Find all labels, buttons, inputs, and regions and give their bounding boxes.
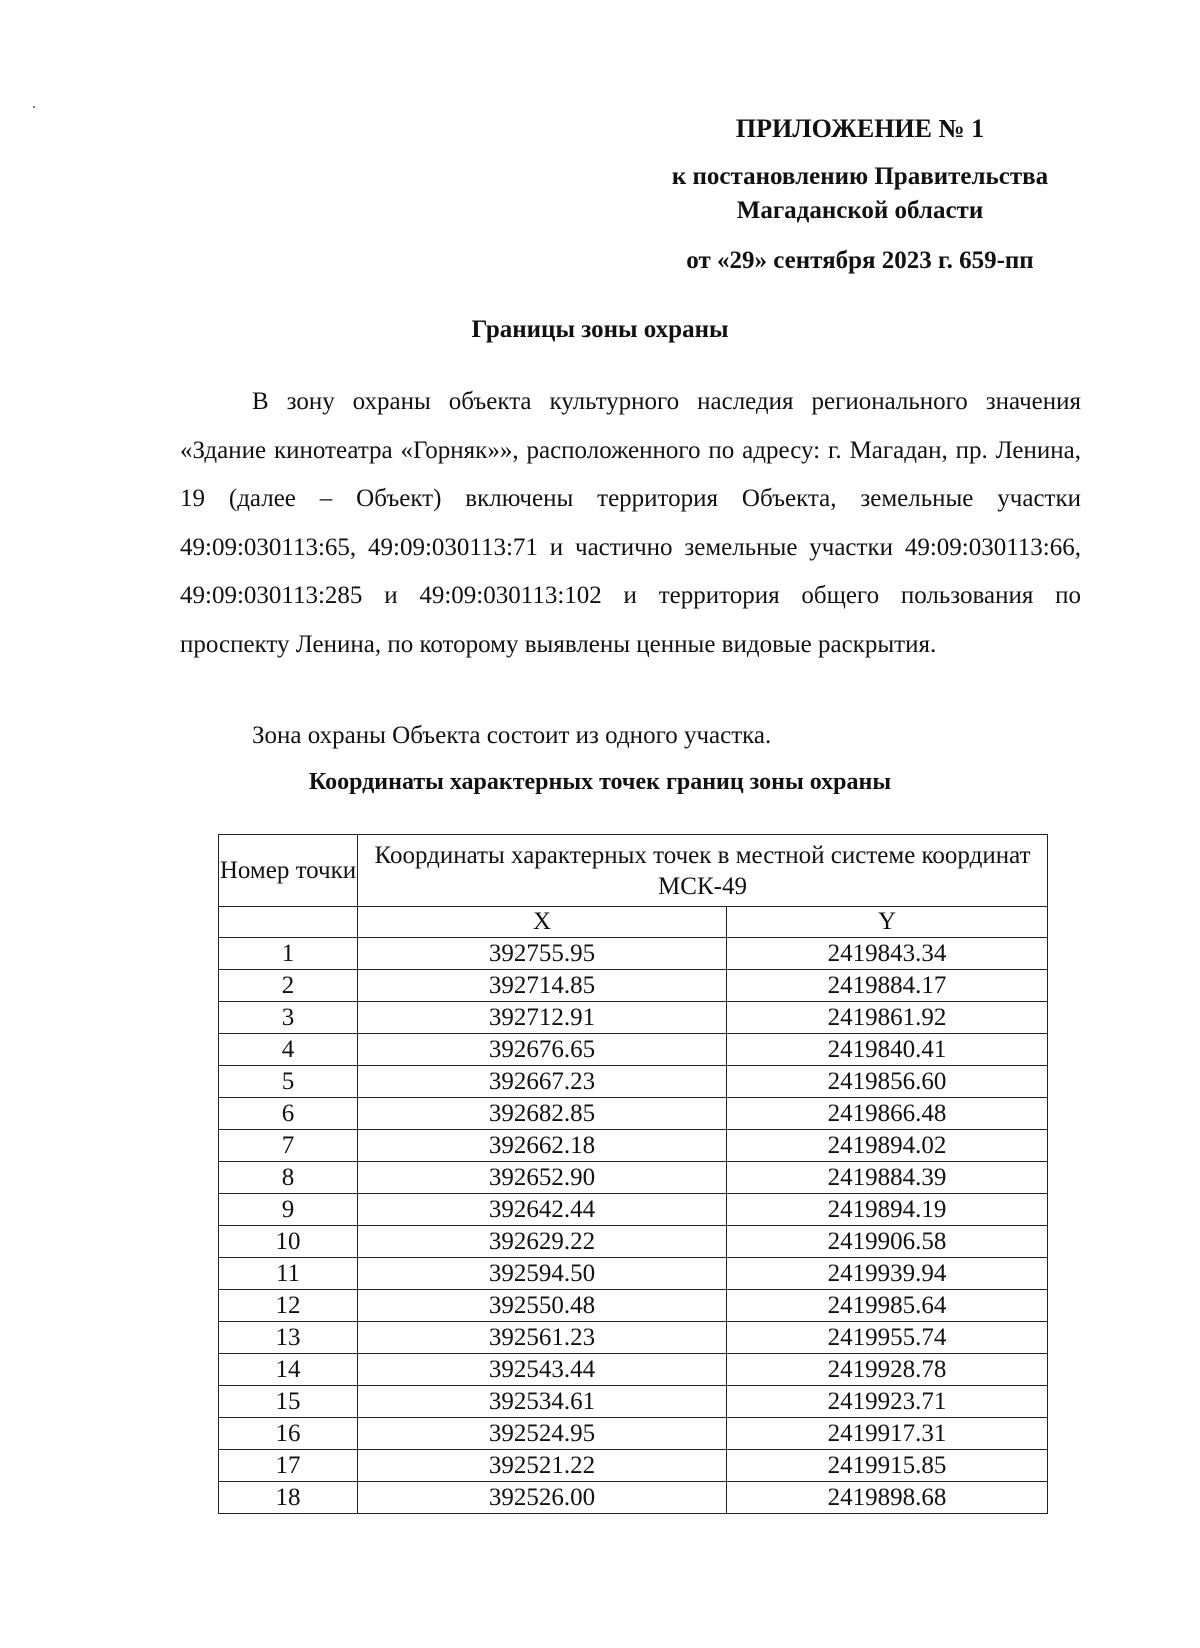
cell-x: 392526.00 [358, 1482, 727, 1514]
cell-y: 2419898.68 [727, 1482, 1048, 1514]
cell-y: 2419866.48 [727, 1098, 1048, 1130]
scan-speck [33, 106, 35, 108]
cell-point-number: 16 [219, 1418, 358, 1450]
header-point-number: Номер точки [219, 835, 358, 907]
appendix-line-1: к постановлению Правительства [671, 163, 1049, 190]
cell-x: 392561.23 [358, 1322, 727, 1354]
table-row [219, 1354, 1048, 1386]
appendix-title: ПРИЛОЖЕНИЕ № 1 [735, 114, 985, 143]
body-text [180, 378, 1081, 669]
table-row [219, 1066, 1048, 1098]
cell-point-number: 11 [219, 1258, 358, 1290]
coordinates-table [218, 834, 1048, 1514]
paragraph-1: В зону охраны объекта культурного наследия регионального значения «Здание кинотеатра «Горняк»», расположенного по адресу: г. Магадан, пр. Ленина, 19 (далее – Объект) включены территория Объекта, земельные участки 49:09:030113:65, 49:09:030113:71 и частично земельные участки 49:09:030113:66, 49:09:030113:285 и 49:09:030113:102 и территория общего пользования по проспекту Ленина, по которому выявлены ценные видовые раскрытия. [180, 388, 1081, 658]
cell-x: 392662.18 [358, 1130, 727, 1162]
appendix-date: от «29» сентября 2023 г. 659-пп [686, 247, 1034, 274]
cell-y: 2419843.34 [727, 938, 1048, 970]
table-row [219, 1002, 1048, 1034]
table-row [219, 1162, 1048, 1194]
cell-x: 392667.23 [358, 1066, 727, 1098]
table-subheader-row [219, 907, 1048, 938]
cell-point-number: 13 [219, 1322, 358, 1354]
cell-point-number: 9 [219, 1194, 358, 1226]
table-row [219, 1098, 1048, 1130]
table-row [219, 1130, 1048, 1162]
cell-x: 392534.61 [358, 1386, 727, 1418]
cell-x: 392652.90 [358, 1162, 727, 1194]
cell-x: 392712.91 [358, 1002, 727, 1034]
cell-y: 2419861.92 [727, 1002, 1048, 1034]
cell-x: 392543.44 [358, 1354, 727, 1386]
cell-point-number: 14 [219, 1354, 358, 1386]
cell-point-number: 17 [219, 1450, 358, 1482]
cell-point-number: 1 [219, 938, 358, 970]
cell-x: 392642.44 [358, 1194, 727, 1226]
cell-y: 2419928.78 [727, 1354, 1048, 1386]
appendix-header [600, 112, 1120, 278]
cell-y: 2419906.58 [727, 1226, 1048, 1258]
cell-point-number: 18 [219, 1482, 358, 1514]
cell-y: 2419894.02 [727, 1130, 1048, 1162]
cell-point-number: 3 [219, 1002, 358, 1034]
cell-x: 392550.48 [358, 1290, 727, 1322]
cell-y: 2419894.19 [727, 1194, 1048, 1226]
cell-x: 392714.85 [358, 970, 727, 1002]
table-row [219, 1386, 1048, 1418]
cell-point-number: 15 [219, 1386, 358, 1418]
header-empty-cell [219, 907, 358, 938]
cell-y: 2419939.94 [727, 1258, 1048, 1290]
table-row [219, 970, 1048, 1002]
cell-point-number: 8 [219, 1162, 358, 1194]
cell-y: 2419884.39 [727, 1162, 1048, 1194]
section-title: Границы зоны охраны [471, 316, 729, 343]
cell-x: 392594.50 [358, 1258, 727, 1290]
cell-x: 392755.95 [358, 938, 727, 970]
table-row [219, 1258, 1048, 1290]
table-title: Координаты характерных точек границ зоны охраны [308, 769, 892, 795]
header-coordinates: Координаты характерных точек в местной системе координат МСК-49 [358, 835, 1048, 907]
cell-y: 2419915.85 [727, 1450, 1048, 1482]
table-row [219, 1034, 1048, 1066]
cell-y: 2419884.17 [727, 970, 1048, 1002]
appendix-line-2: Магаданской области [736, 197, 984, 224]
header-x: X [358, 907, 727, 938]
table-row [219, 1450, 1048, 1482]
cell-point-number: 2 [219, 970, 358, 1002]
cell-y: 2419856.60 [727, 1066, 1048, 1098]
table-row [219, 1322, 1048, 1354]
header-y: Y [727, 907, 1048, 938]
table-row [219, 1482, 1048, 1514]
cell-point-number: 12 [219, 1290, 358, 1322]
table-row [219, 1194, 1048, 1226]
cell-y: 2419917.31 [727, 1418, 1048, 1450]
table-row [219, 1226, 1048, 1258]
cell-y: 2419985.64 [727, 1290, 1048, 1322]
cell-y: 2419840.41 [727, 1034, 1048, 1066]
table-row [219, 1418, 1048, 1450]
cell-x: 392629.22 [358, 1226, 727, 1258]
cell-x: 392682.85 [358, 1098, 727, 1130]
table-header-row [219, 835, 1048, 907]
cell-point-number: 6 [219, 1098, 358, 1130]
cell-x: 392676.65 [358, 1034, 727, 1066]
table-row [219, 938, 1048, 970]
cell-y: 2419923.71 [727, 1386, 1048, 1418]
cell-x: 392521.22 [358, 1450, 727, 1482]
cell-point-number: 4 [219, 1034, 358, 1066]
cell-point-number: 10 [219, 1226, 358, 1258]
table-row [219, 1290, 1048, 1322]
paragraph-2: Зона охраны Объекта состоит из одного участка. [252, 722, 772, 749]
cell-x: 392524.95 [358, 1418, 727, 1450]
cell-point-number: 7 [219, 1130, 358, 1162]
cell-y: 2419955.74 [727, 1322, 1048, 1354]
cell-point-number: 5 [219, 1066, 358, 1098]
